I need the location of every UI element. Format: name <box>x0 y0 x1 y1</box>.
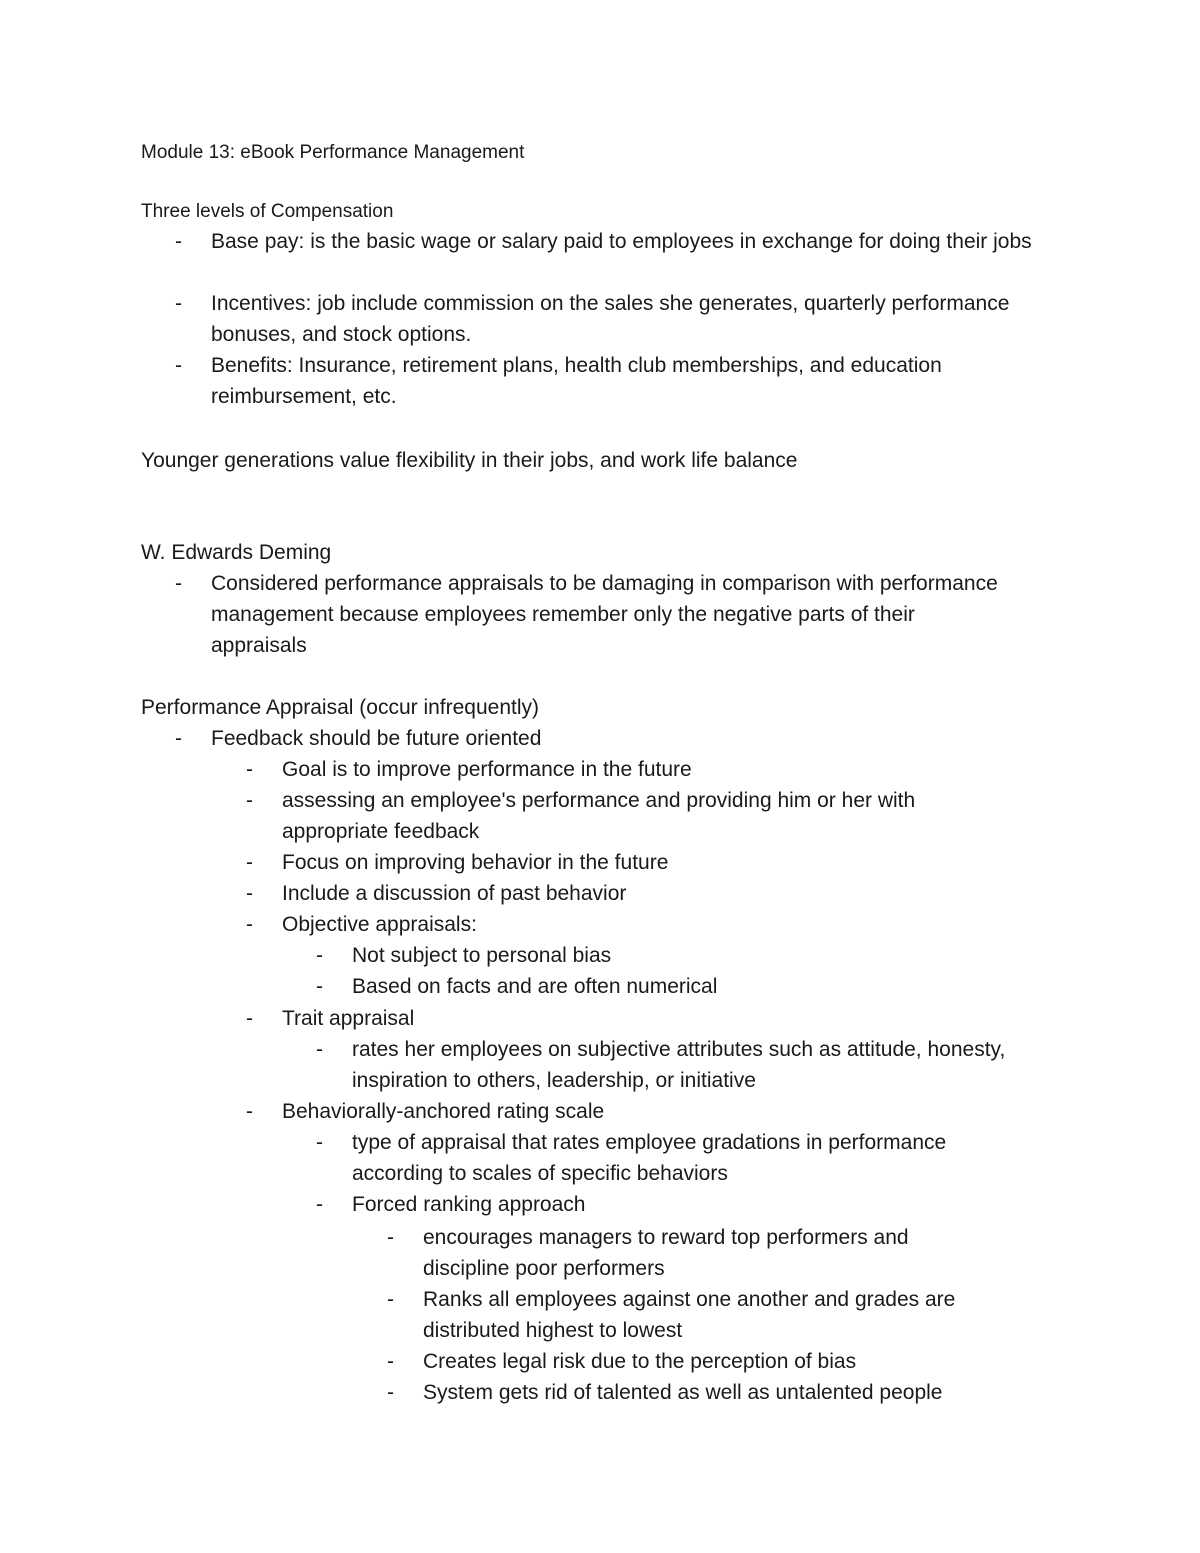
dash-marker: - <box>175 572 182 595</box>
deming-heading: W. Edwards Deming <box>141 541 332 564</box>
list-item <box>387 1284 1033 1346</box>
list-item-text: Feedback should be future oriented <box>211 727 542 750</box>
dash-marker: - <box>175 292 182 315</box>
list-item-text: rates her employees on subjective attributes such as attitude, honesty, inspiration to others, leadership, or initiative <box>352 1038 1006 1092</box>
list-item <box>175 226 1041 257</box>
list-item <box>246 754 1042 785</box>
list-item-text: type of appraisal that rates employee gradations in performance according to scales of specific behaviors <box>352 1131 947 1185</box>
list-item-text: assessing an employee's performance and providing him or her with appropriate feedback <box>282 789 916 843</box>
dash-marker: - <box>316 975 323 998</box>
list-item <box>246 1003 1042 1034</box>
list-item-text: Behaviorally-anchored rating scale <box>282 1100 605 1123</box>
list-item-text: Not subject to personal bias <box>352 944 612 967</box>
list-item-text: Forced ranking approach <box>352 1193 586 1216</box>
dash-marker: - <box>246 882 253 905</box>
list-item <box>316 1189 1042 1220</box>
dash-marker: - <box>316 944 323 967</box>
dash-marker: - <box>246 913 253 936</box>
dash-marker: - <box>387 1226 394 1249</box>
dash-marker: - <box>387 1381 394 1404</box>
dash-marker: - <box>246 1100 253 1123</box>
list-item-text: Base pay: is the basic wage or salary paid to employees in exchange for doing their jobs <box>211 230 1032 253</box>
list-item-text: Trait appraisal <box>282 1007 415 1030</box>
list-item <box>246 909 1042 940</box>
compensation-heading: Three levels of Compensation <box>141 201 394 222</box>
list-item-text: Objective appraisals: <box>282 913 477 936</box>
list-item <box>246 878 1042 909</box>
list-item <box>175 568 1011 661</box>
list-item <box>175 723 1041 754</box>
list-item-text: Considered performance appraisals to be damaging in comparison with performance management because employees remember only the negative parts of their appraisals <box>211 572 998 657</box>
list-item-text: Incentives: job include commission on the sales she generates, quarterly performance bonuses, and stock options. <box>211 292 1010 346</box>
list-item <box>316 1127 1032 1189</box>
generations-note: Younger generations value flexibility in their jobs, and work life balance <box>141 449 798 472</box>
dash-marker: - <box>246 1007 253 1030</box>
list-item <box>316 971 1042 1002</box>
list-item-text: Goal is to improve performance in the future <box>282 758 692 781</box>
list-item <box>175 350 1041 412</box>
list-item <box>246 847 1042 878</box>
dash-marker: - <box>316 1193 323 1216</box>
list-item <box>387 1346 1043 1377</box>
dash-marker: - <box>246 851 253 874</box>
list-item-text: Ranks all employees against one another and grades are distributed highest to lowest <box>423 1288 956 1342</box>
dash-marker: - <box>387 1288 394 1311</box>
dash-marker: - <box>316 1038 323 1061</box>
list-item-text: Include a discussion of past behavior <box>282 882 627 905</box>
list-item <box>246 785 1012 847</box>
dash-marker: - <box>175 354 182 377</box>
dash-marker: - <box>387 1350 394 1373</box>
list-item-text: encourages managers to reward top performers and discipline poor performers <box>423 1226 909 1280</box>
list-item <box>387 1377 1063 1408</box>
list-item-text: System gets rid of talented as well as untalented people <box>423 1381 943 1404</box>
appraisal-heading: Performance Appraisal (occur infrequently) <box>141 696 540 719</box>
dash-marker: - <box>175 230 182 253</box>
list-item <box>316 1034 1012 1096</box>
dash-marker: - <box>246 789 253 812</box>
list-item <box>387 1222 983 1284</box>
dash-marker: - <box>246 758 253 781</box>
list-item-text: Focus on improving behavior in the future <box>282 851 669 874</box>
list-item-text: Creates legal risk due to the perception of bias <box>423 1350 857 1373</box>
list-item <box>175 288 1041 350</box>
list-item <box>316 940 1042 971</box>
list-item-text: Benefits: Insurance, retirement plans, health club memberships, and education reimbursement, etc. <box>211 354 942 408</box>
dash-marker: - <box>175 727 182 750</box>
dash-marker: - <box>316 1131 323 1154</box>
list-item <box>246 1096 1042 1127</box>
list-item-text: Based on facts and are often numerical <box>352 975 718 998</box>
document-title: Module 13: eBook Performance Management <box>141 142 525 163</box>
